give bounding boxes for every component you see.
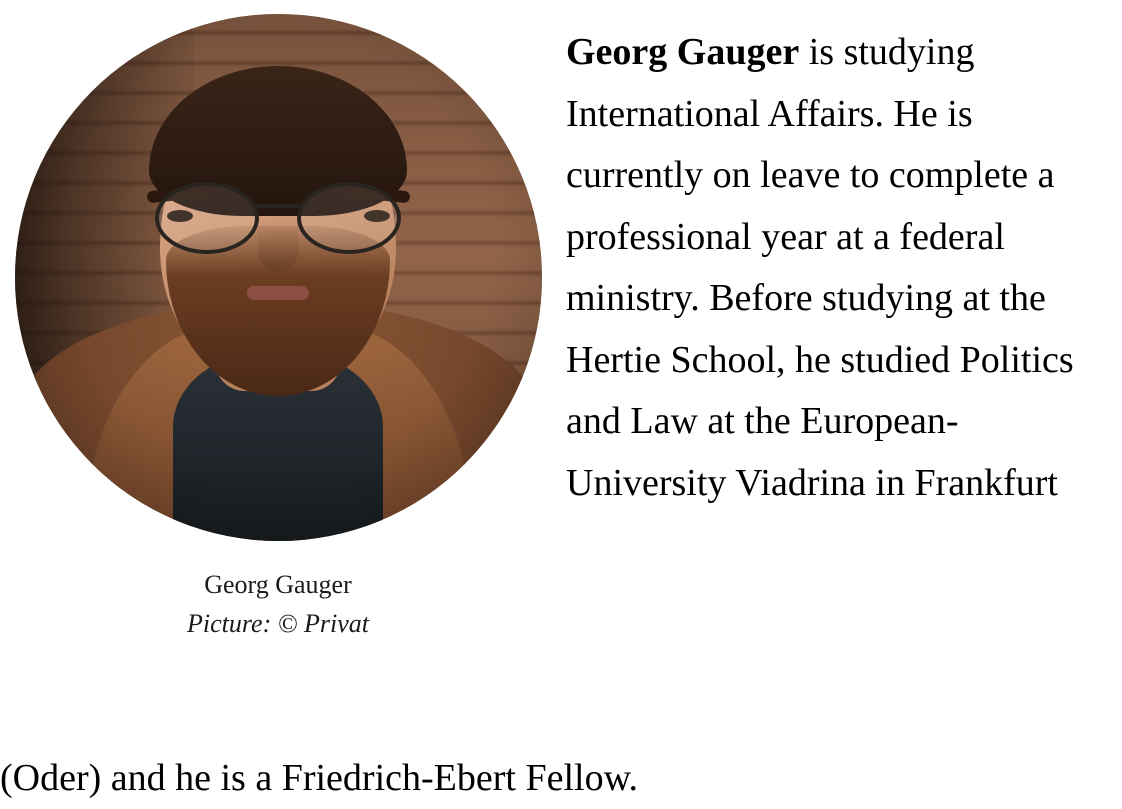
article-body-text: is studying International Affairs. He is currently on leave to complete a professional year at a federal ministry. Before studying at the Hertie School, he studied Politics and Law at the European-University Viadrina in Frankfurt (566, 31, 1074, 504)
portrait-photo (15, 14, 542, 541)
glasses-icon (149, 182, 407, 246)
caption-name: Georg Gauger (204, 570, 352, 599)
photo-caption (187, 567, 369, 641)
caption-credit: Picture: © Privat (187, 609, 369, 639)
article-body-column (556, 8, 1122, 514)
portrait-frame (10, 14, 546, 541)
glasses-bridge (255, 204, 301, 208)
article-tail-line: (Oder) and he is a Friedrich-Ebert Fellow. (0, 756, 639, 799)
glasses-lens-right (297, 182, 401, 254)
person-name: Georg Gauger (566, 31, 800, 73)
glasses-lens-left (155, 182, 259, 254)
mouth (247, 286, 309, 300)
article-paragraph (566, 22, 1114, 514)
portrait-figure (0, 8, 556, 641)
